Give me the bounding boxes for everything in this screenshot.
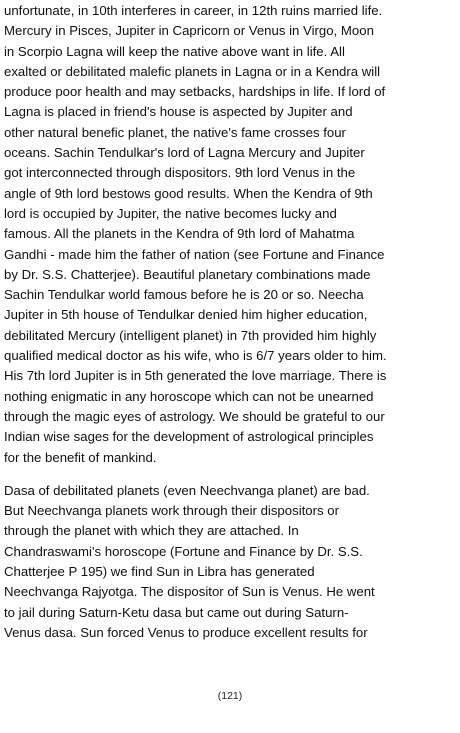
- text-line: Neechvanga Rajyotga. The dispositor of Sun is Venus. He went: [4, 584, 375, 600]
- text-line: for the benefit of mankind.: [4, 449, 157, 465]
- text-line: nothing enigmatic in any horoscope which can not be unearned: [4, 388, 374, 404]
- text-line: Dasa of debilitated planets (even Neechvanga planet) are bad.: [4, 482, 370, 498]
- text-line: in Scorpio Lagna will keep the native above want in life. All: [4, 43, 345, 59]
- text-line: produce poor health and may setbacks, hardships in life. If lord of: [4, 84, 386, 100]
- text-line: other natural benefic planet, the native's fame crosses four: [4, 124, 346, 140]
- page-body-text: [4, 1, 456, 643]
- text-line: qualified medical doctor as his wife, who is 6/7 years older to him.: [4, 348, 387, 364]
- page-number: (121): [217, 690, 243, 702]
- paragraph-gap: [4, 468, 456, 481]
- text-line: by Dr. S.S. Chatterjee). Beautiful planetary combinations made: [4, 266, 371, 282]
- text-line: Mercury in Pisces, Jupiter in Capricorn or Venus in Virgo, Moon: [4, 23, 374, 39]
- text-line: unfortunate, in 10th interferes in career, in 12th ruins married life.: [4, 3, 383, 18]
- text-line: exalted or debilitated malefic planets in Lagna or in a Kendra will: [4, 63, 381, 79]
- paragraph-2: [4, 481, 456, 643]
- text-line: Indian wise sages for the development of astrological principles: [4, 429, 374, 445]
- text-line: His 7th lord Jupiter is in 5th generated the love marriage. There is: [4, 368, 387, 384]
- text-line: oceans. Sachin Tendulkar's lord of Lagna Mercury and Jupiter: [4, 145, 365, 161]
- paragraph-1: [4, 1, 456, 468]
- text-line: lord is occupied by Jupiter, the native becomes lucky and: [4, 205, 337, 221]
- text-line: got interconnected through dispositors. 9th lord Venus in the: [4, 165, 356, 181]
- text-line: debilitated Mercury (intelligent planet) in 7th provided him highly: [4, 327, 377, 343]
- text-line: Chatterjee P 195) we find Sun in Libra has generated: [4, 564, 315, 580]
- text-line: Gandhi - made him the father of nation (see Fortune and Finance: [4, 246, 385, 262]
- text-line: Venus dasa. Sun forced Venus to produce excellent results for: [4, 624, 368, 640]
- text-line: Jupiter in 5th house of Tendulkar denied him higher education,: [4, 307, 368, 323]
- text-line: Lagna is placed in friend's house is aspected by Jupiter and: [4, 104, 353, 120]
- text-line: famous. All the planets in the Kendra of 9th lord of Mahatma: [4, 226, 355, 242]
- text-line: to jail during Saturn-Ketu dasa but came out during Saturn-: [4, 604, 349, 620]
- text-line: through the planet with which they are attached. In: [4, 523, 299, 539]
- text-line: angle of 9th lord bestows good results. When the Kendra of 9th: [4, 185, 373, 201]
- text-line: through the magic eyes of astrology. We should be grateful to our: [4, 408, 385, 424]
- text-line: Chandraswami's horoscope (Fortune and Finance by Dr. S.S.: [4, 543, 363, 559]
- text-line: Sachin Tendulkar world famous before he is 20 or so. Neecha: [4, 287, 364, 303]
- text-line: But Neechvanga planets work through their dispositors or: [4, 503, 339, 519]
